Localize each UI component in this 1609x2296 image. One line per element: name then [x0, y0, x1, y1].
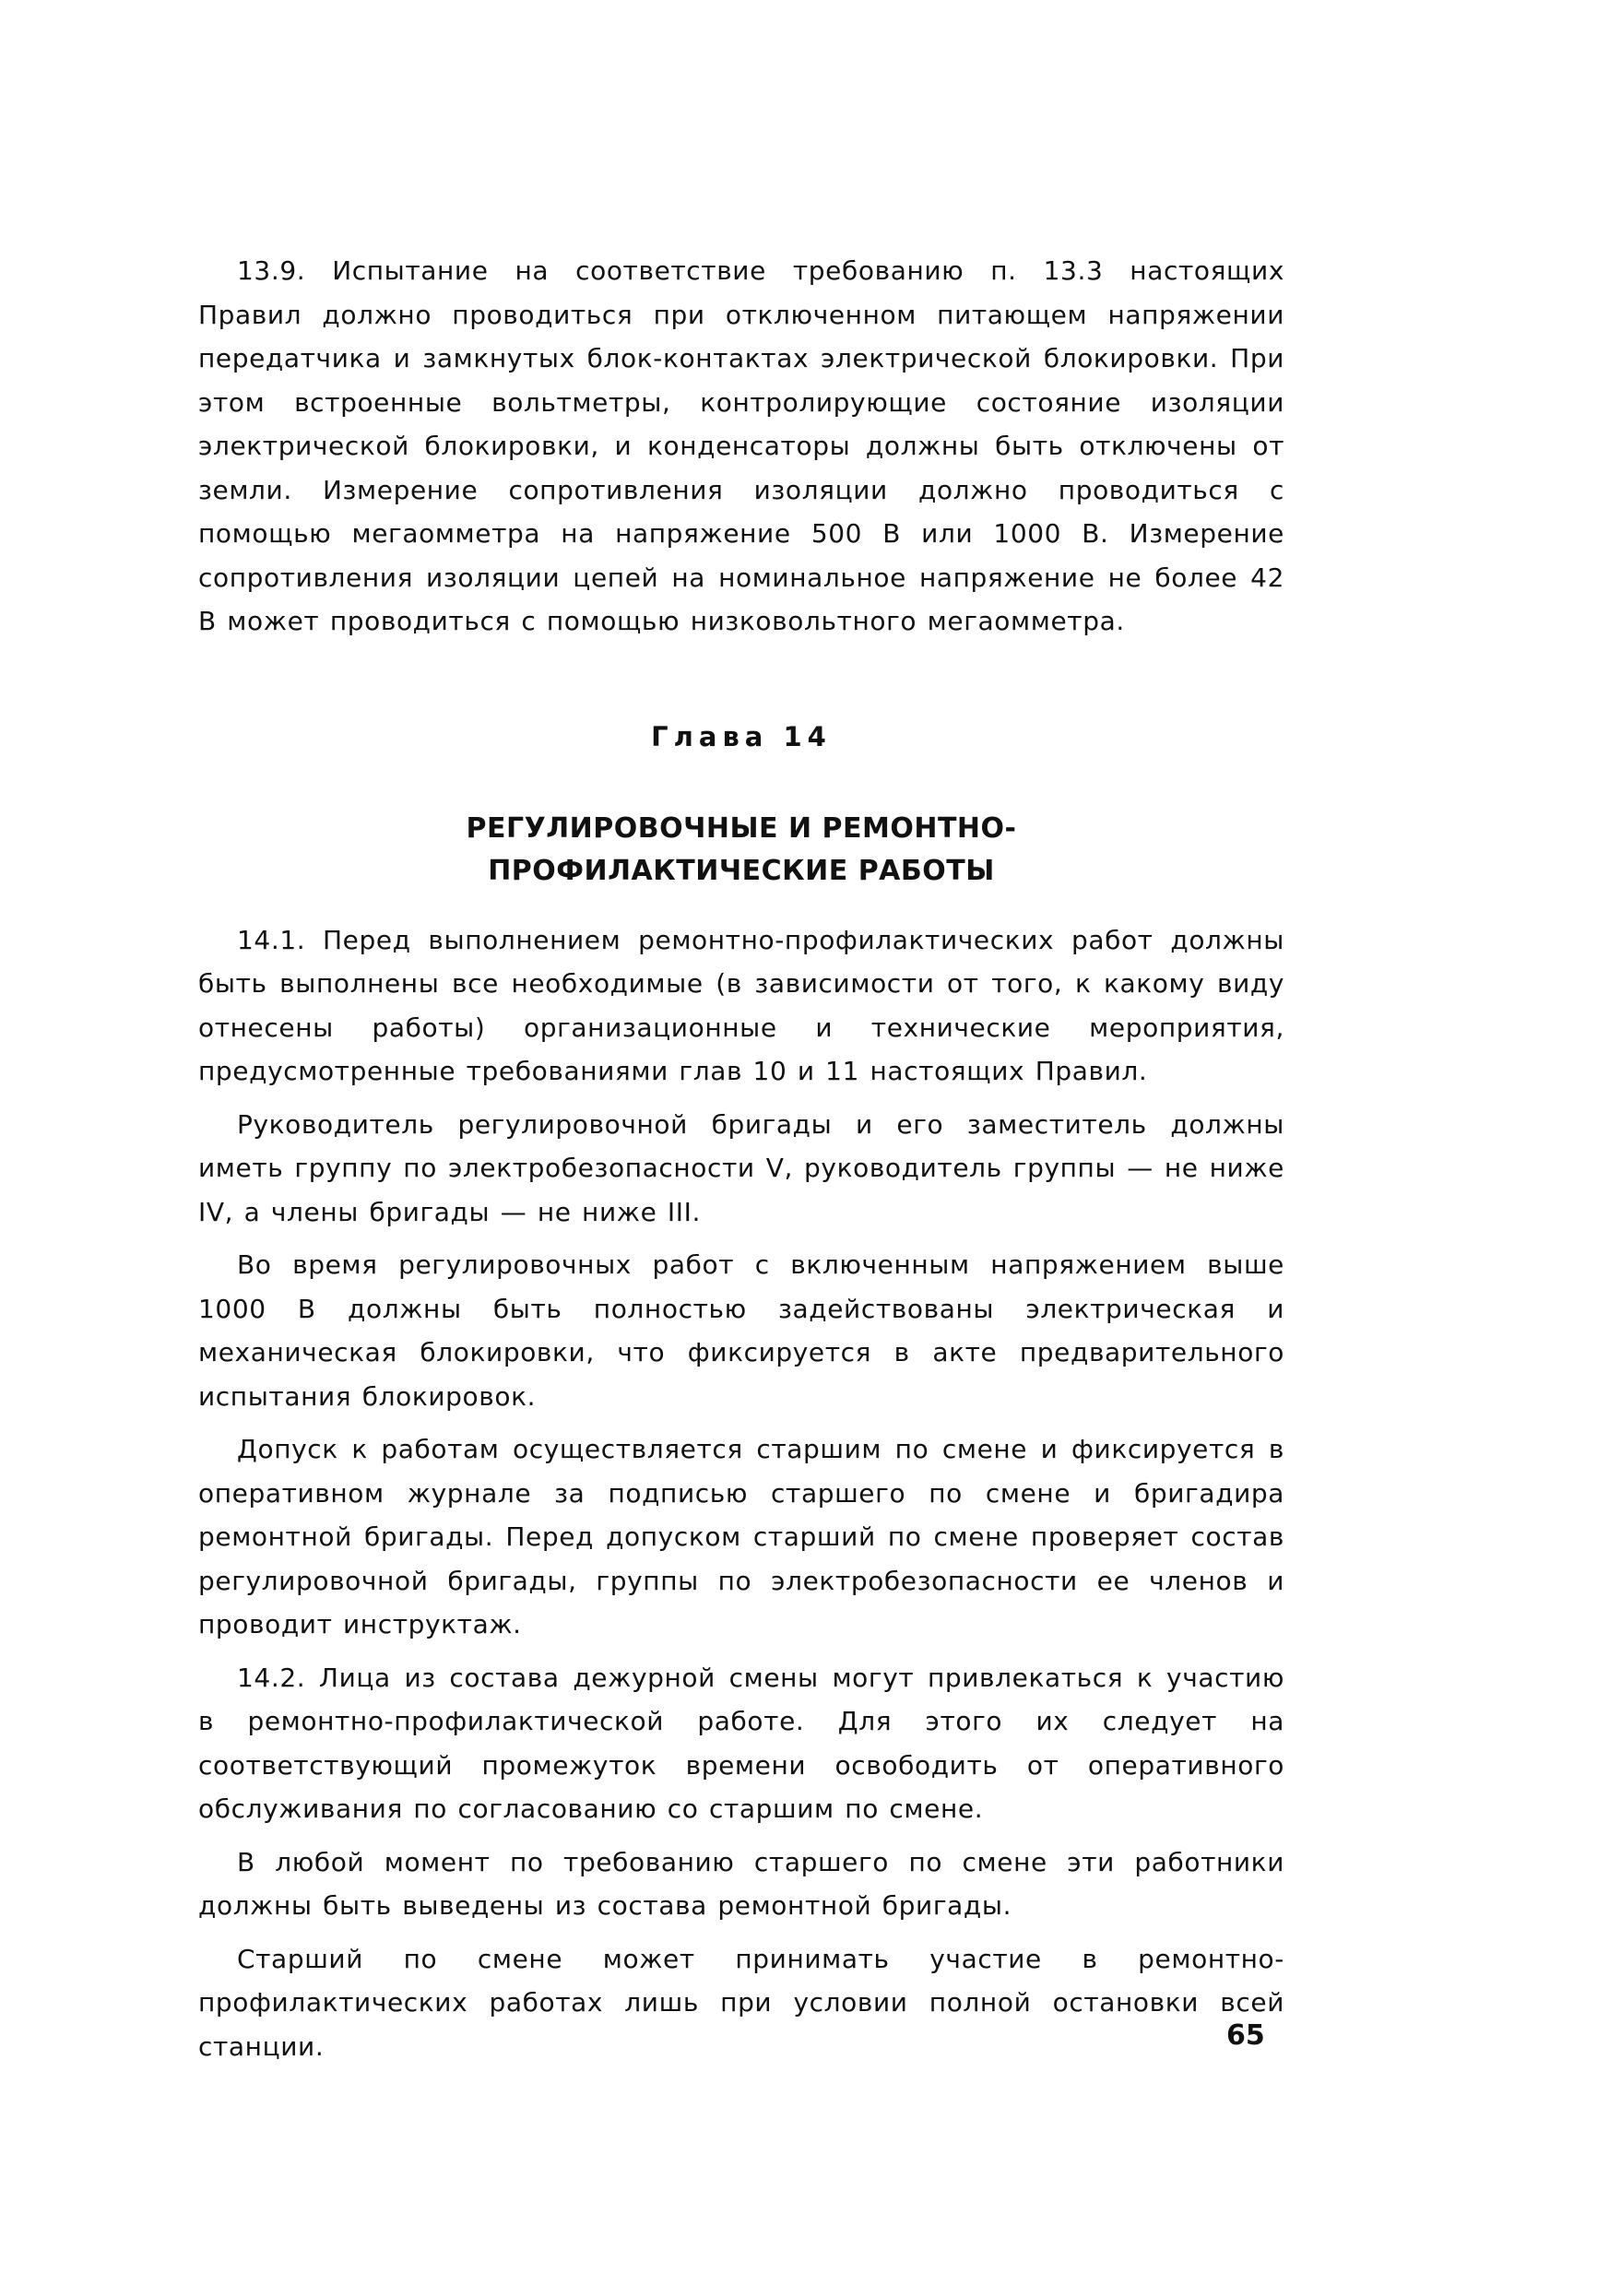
paragraph-14-1: 14.1. Перед выполнением ремонтно-профилактических работ должны быть выполнены все необходимые (в зависимости от того, к какому виду отнесены работы) организационные и технические мероприятия, предусмотренные требованиями глав 10 и 11 настоящих Правил.: [198, 924, 1284, 1086]
chapter-title: РЕГУЛИРОВОЧНЫЕ И РЕМОНТНО-ПРОФИЛАКТИЧЕСКИЕ РАБОТЫ: [466, 811, 1017, 887]
paragraph-voltage-works: Во время регулировочных работ с включенным напряжением выше 1000 В должны быть полностью задействованы электрическая и механическая блокировки, что фиксируется в акте предварительного испытания блокировок.: [198, 1249, 1284, 1412]
paragraph-shift-senior: Старший по смене может принимать участие в ремонтно-профилактических работах лишь при условии полной остановки всей станции.: [198, 1943, 1284, 2062]
paragraph-14-2: 14.2. Лица из состава дежурной смены могут привлекаться к участию в ремонтно-профилактической работе. Для этого их следует на соответствующий промежуток времени освободить от оперативного обслуживания по согласованию со старшим по смене.: [198, 1662, 1284, 1824]
chapter-label: Глава 14: [651, 720, 832, 752]
paragraph-withdrawal: В любой момент по требованию старшего по смене эти работники должны быть выведены из состава ремонтной бригады.: [198, 1846, 1284, 1921]
paragraph-13-9: 13.9. Испытание на соответствие требованию п. 13.3 настоящих Правил должно проводиться при отключенном питающем напряжении передатчика и замкнутых блок-контактах электрической блокировки. При этом встроенные вольтметры, контролирующие состояние изоляции электрической блокировки, и конденсаторы должны быть отключены от земли. Измерение сопротивления изоляции должно проводиться с помощью мегаомметра на напряжение 500 В или 1000 В. Измерение сопротивления изоляции цепей на номинальное напряжение не более 42 В может проводиться с помощью низковольтного мегаомметра.: [198, 255, 1284, 636]
document-page: [198, 249, 1284, 2068]
page-number: 65: [1226, 2019, 1265, 2052]
paragraph-work-admission: Допуск к работам осуществляется старшим по смене и фиксируется в оперативном журнале за подписью старшего по смене и бригадира ремонтной бригады. Перед допуском старший по смене проверяет состав регулировочной бригады, группы по электробезопасности ее членов и проводит инструктаж.: [198, 1434, 1284, 1639]
paragraph-brigade-leader: Руководитель регулировочной бригады и его заместитель должны иметь группу по электробезопасности V, руководитель группы — не ниже IV, а члены бригады — не ниже III.: [198, 1108, 1284, 1227]
